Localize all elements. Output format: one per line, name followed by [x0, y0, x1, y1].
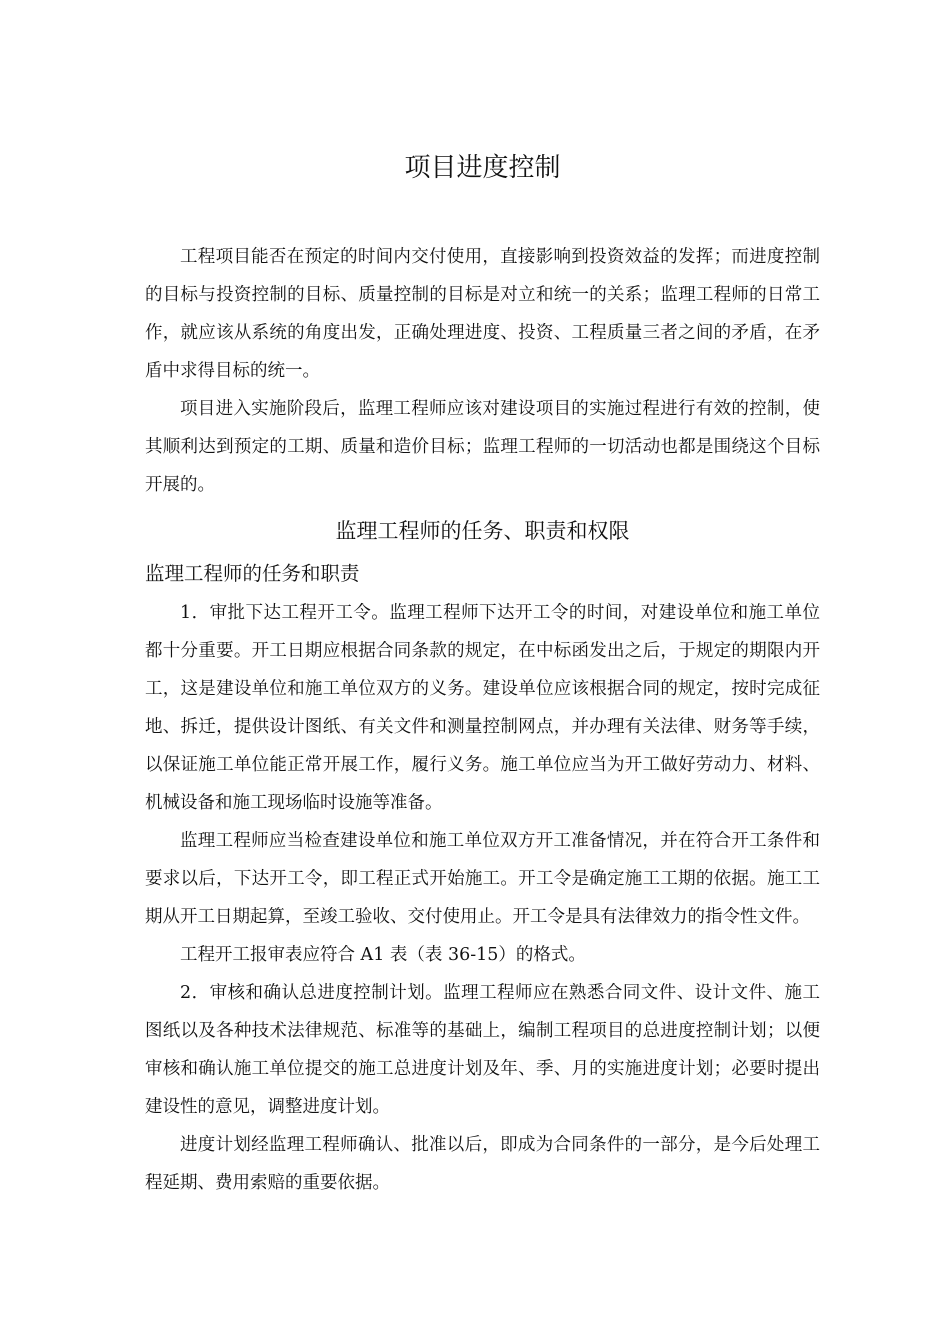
- intro-paragraph-1: 工程项目能否在预定的时间内交付使用，直接影响到投资效益的发挥；而进度控制的目标与投资控制的目标、质量控制的目标是对立和统一的关系；监理工程师的日常工作，就应该从系统的角度出发，正确处理进度、投资、工程质量三者之间的矛盾，在矛盾中求得目标的统一。: [145, 247, 820, 381]
- section-paragraph-5: 进度计划经监理工程师确认、批准以后，即成为合同条件的一部分，是今后处理工程延期、费用索赔的重要依据。: [145, 1135, 820, 1193]
- intro-paragraph-2: 项目进入实施阶段后，监理工程师应该对建设项目的实施过程进行有效的控制，使其顺利达到预定的工期、质量和造价目标；监理工程师的一切活动也都是围绕这个目标开展的。: [145, 399, 820, 495]
- section-paragraph-3: 工程开工报审表应符合 A1 表（表 36-15）的格式。: [180, 945, 586, 965]
- section-paragraph-2: 监理工程师应当检查建设单位和施工单位双方开工准备情况，并在符合开工条件和要求以后，下达开工令，即工程正式开始施工。开工令是确定施工工期的依据。施工工期从开工日期起算，至竣工验收、交付使用止。开工令是具有法律效力的指令性文件。: [145, 831, 820, 927]
- document-title: 项目进度控制: [404, 153, 561, 183]
- section-paragraph-4: 2．审核和确认总进度控制计划。监理工程师应在熟悉合同文件、设计文件、施工图纸以及各种技术法律规范、标准等的基础上，编制工程项目的总进度控制计划；以便审核和确认施工单位提交的施工总进度计划及年、季、月的实施进度计划；必要时提出建设性的意见，调整进度计划。: [145, 983, 820, 1117]
- document-page: [145, 140, 820, 1202]
- document-subtitle: 监理工程师的任务、职责和权限: [335, 519, 630, 543]
- section-paragraph-1: 1．审批下达工程开工令。监理工程师下达开工令的时间，对建设单位和施工单位都十分重要。开工日期应根据合同条款的规定，在中标函发出之后，于规定的期限内开工，这是建设单位和施工单位双方的义务。建设单位应该根据合同的规定，按时完成征地、拆迁，提供设计图纸、有关文件和测量控制网点，并办理有关法律、财务等手续，以保证施工单位能正常开展工作，履行义务。施工单位应当为开工做好劳动力、材料、机械设备和施工现场临时设施等准备。: [145, 603, 820, 813]
- section-heading: 监理工程师的任务和职责: [145, 562, 360, 585]
